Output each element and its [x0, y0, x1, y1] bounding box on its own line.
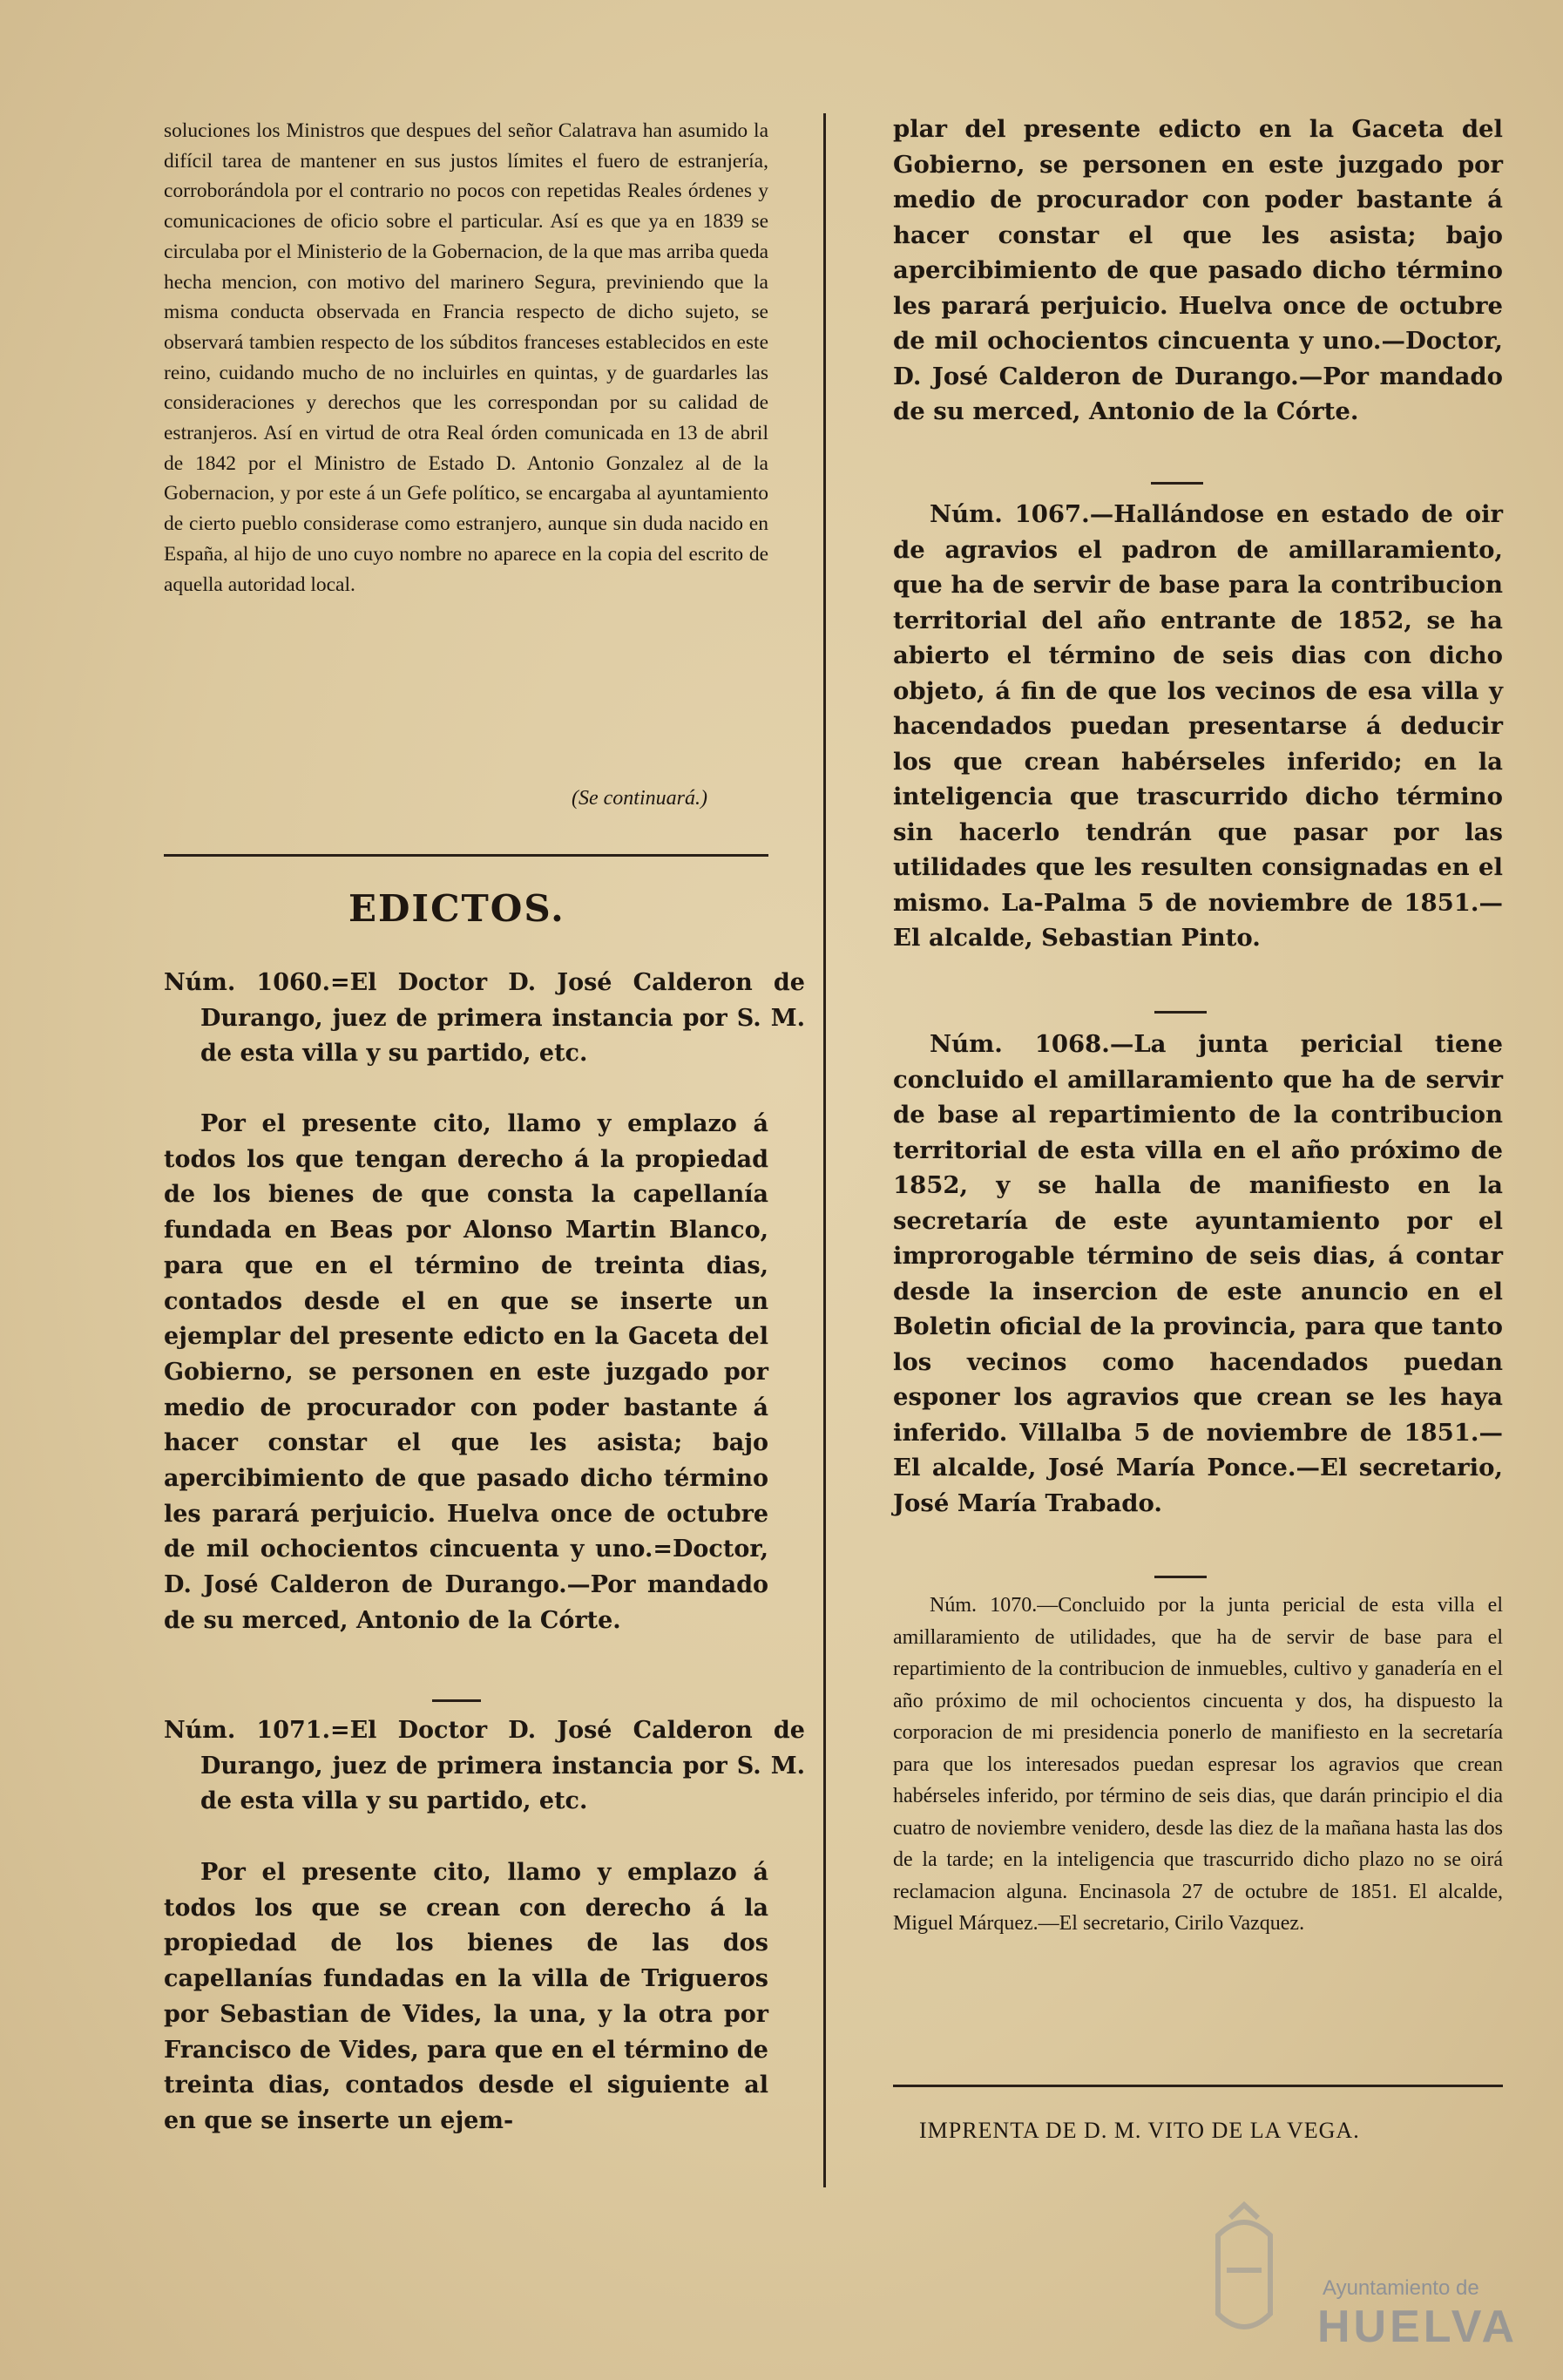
imprint: IMPRENTA DE D. M. VITO DE LA VEGA.	[919, 2118, 1360, 2143]
column-divider	[823, 113, 826, 2187]
edict-1067: Núm. 1067.—Hallándose en estado de oir de agravios el padron de amillaramiento, que ha de servir de base para la contribucion territorial del año entrante de 1852, se ha abierto el término de seis dias con dicho objeto, á fin de que los vecinos de esa villa y hacendados puedan presentarse á deducir los que crean habérseles inferido; en la inteligencia que trascurrido dicho término sin hacerlo tendrán que pasar por las utilidades que les resulten consignadas en el mismo. La-Palma 5 de noviembre de 1851.—El alcalde, Sebastian Pinto.	[893, 500, 1503, 952]
edict-1071-body: Por el presente cito, llamo y emplazo á todos los que se crean con derecho á la propiedad de los bienes de las dos capellanías fundadas en la villa de Trigueros por Sebastian de Vides, la una, y la otra por Francisco de Vides, para que en el término de treinta dias, contados desde el siguiente al en que se inserte un ejem-	[164, 1859, 768, 2134]
edict-1071-continuation: plar del presente edicto en la Gaceta del Gobierno, se personen en este juzgado por medio de procurador con poder bastante á hacer constar el que les asista; bajo apercibimiento de que pasado dicho término les parará perjuicio. Huelva once de octubre de mil ochocientos cincuenta y uno.—Doctor, D. José Calderon de Durango.—Por mandado de su merced, Antonio de la Córte.	[893, 115, 1503, 425]
section-title: EDICTOS.	[348, 887, 565, 930]
separator-dash	[1154, 1011, 1207, 1014]
edict-1068: Núm. 1068.—La junta pericial tiene concluido el amillaramiento que ha de servir de base al repartimiento de la contribucion territorial de esta villa en el año próximo de 1852, y se halla de manifiesto en la secretaría de este ayuntamiento por el improrogable término de seis dias, á contar desde la insercion de este anuncio en el Boletin oficial de la provincia, para que tanto los vecinos como hacendados puedan esponer los agravios que crean se les haya inferido. Villalba 5 de noviembre de 1851.—El alcalde, José María Ponce.—El secretario, José María Trabado.	[893, 1030, 1503, 1517]
continuation-note: (Se continuará.)	[572, 787, 707, 810]
edict-1071-header: Núm. 1071.=El Doctor D. José Calderon de Durango, juez de primera instancia por S. M. de esta villa y su partido, etc.	[164, 1717, 805, 1815]
section-rule	[164, 854, 768, 857]
separator-dash	[1154, 1576, 1207, 1578]
intro-paragraph: soluciones los Ministros que despues del señor Calatrava han asumido la difícil tarea de mantener en sus justos límites el fuero de estranjería, corroborándola por el contrario no pocos con repetidas Reales órdenes y comunicaciones de oficio sobre el particular. Así es que ya en 1839 se circulaba por el Ministerio de la Gobernacion, de la que mas arriba queda hecha mencion, con motivo del marinero Segura, previniendo que la misma conducta observada en Francia respecto de dicho sujeto, se observará tambien respecto de los súbditos franceses establecidos en este reino, cuidando mucho de no incluirles en quintas, y de guardarles las consideraciones y derechos que les correspondan por su calidad de estranjeros. Así en virtud de otra Real órden comunicada en 13 de abril de 1842 por el Ministro de Estado D. Antonio Gonzalez al de la Gobernacion, y por este á un Gefe político, se encargaba al ayuntamiento de cierto pueblo considerase como estranjero, aunque sin duda nacido en España, al hijo de uno cuyo nombre no aparece en la copia del escrito de aquella autoridad local.	[164, 119, 768, 596]
separator-dash	[1151, 482, 1203, 485]
edict-1070: Núm. 1070.—Concluido por la junta pericial de esta villa el amillaramiento de utilidades, que ha de servir de base para el repartimiento de la contribucion de inmuebles, cultivo y ganadería en el año próximo de mil ochocientos cincuenta y dos, ha dispuesto la corporacion de mi presidencia ponerlo de manifiesto en la secretaría para que los interesados puedan espresar los agravios que crean habérseles inferido, por término de seis dias, que darán principio el dia cuatro de noviembre venidero, desde las diez de la mañana hasta las dos de la tarde; en la inteligencia que trascurrido dicho plazo no se oirá reclamacion alguna. Encinasola 27 de octubre de 1851. El alcalde, Miguel Márquez.—El secretario, Cirilo Vazquez.	[893, 1594, 1503, 1935]
watermark-line1: Ayuntamiento de	[1323, 2276, 1479, 2300]
imprint-rule	[893, 2085, 1503, 2087]
edict-1060-header: Núm. 1060.=El Doctor D. José Calderon de Durango, juez de primera instancia por S. M. de esta villa y su partido, etc.	[164, 969, 805, 1068]
separator-dash	[432, 1699, 481, 1702]
edict-1060-body: Por el presente cito, llamo y emplazo á todos los que tengan derecho á la propiedad de los bienes de que consta la capellanía fundada en Beas por Alonso Martin Blanco, para que en el término de treinta dias, contados desde el en que se inserte un ejemplar del presente edicto en la Gaceta del Gobierno, se personen en este juzgado por medio de procurador con poder bastante á hacer constar el que les asista; bajo apercibimiento de que pasado dicho término les parará perjuicio. Huelva once de octubre de mil ochocientos cincuenta y uno.=Doctor, D. José Calderon de Durango.—Por mandado de su merced, Antonio de la Córte.	[164, 1110, 768, 1634]
watermark-line2: HUELVA	[1317, 2302, 1519, 2352]
